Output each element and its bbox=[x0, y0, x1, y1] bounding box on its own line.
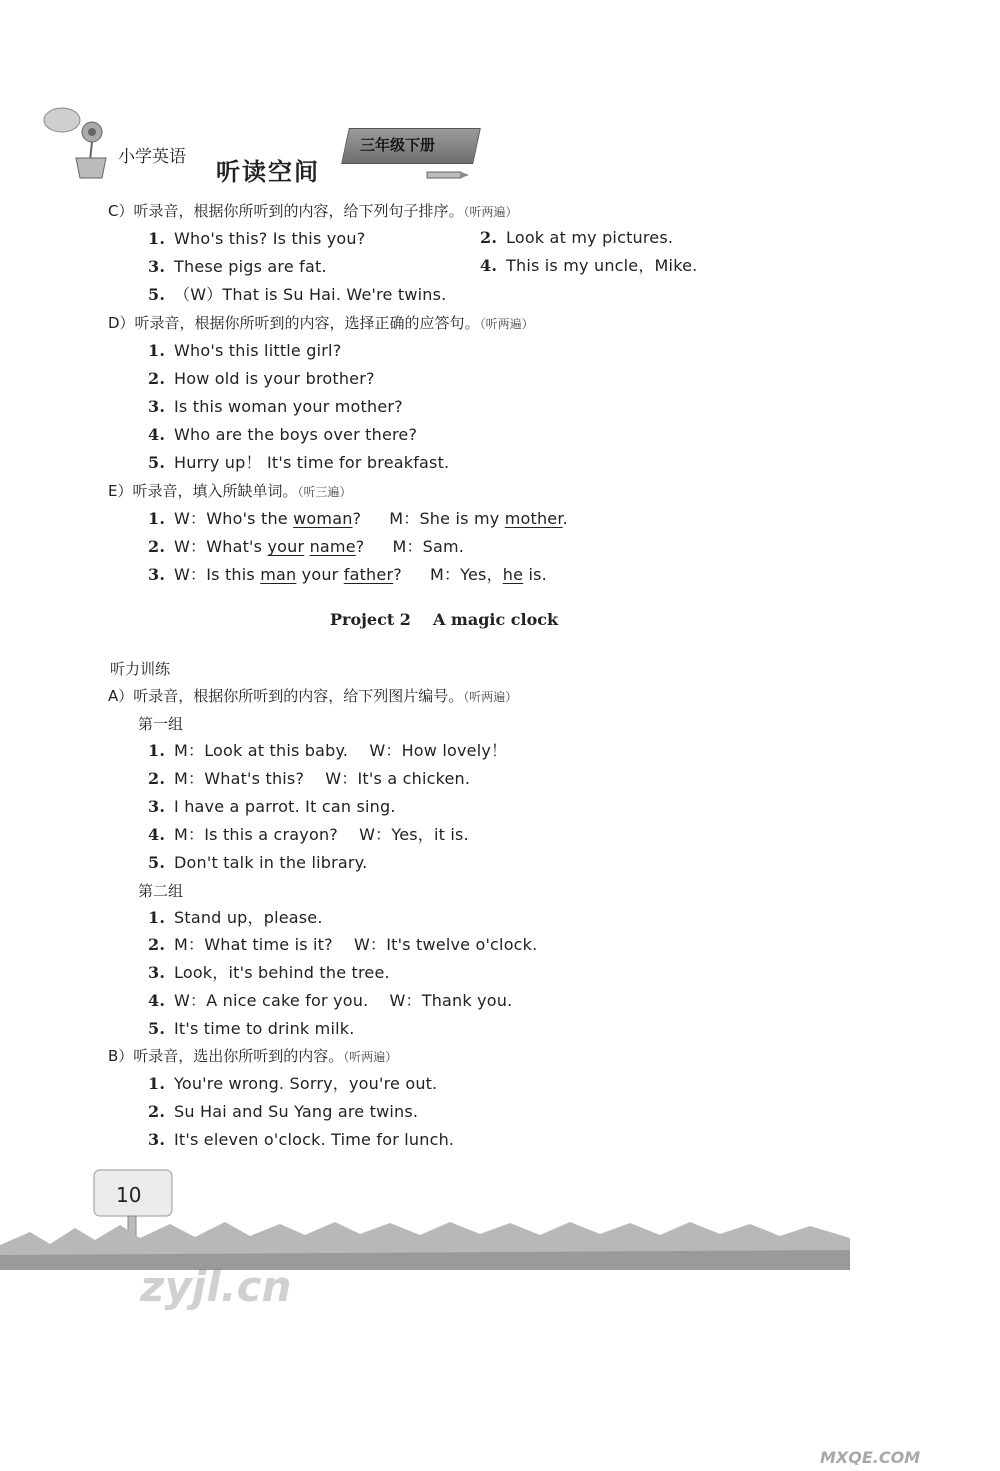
list-item bbox=[148, 1130, 454, 1150]
item-number: 1. bbox=[148, 1074, 166, 1093]
item-number: 3. bbox=[148, 797, 166, 816]
section-e-heading bbox=[108, 481, 352, 502]
project-subtitle: A magic clock bbox=[432, 610, 559, 629]
dialogue-text: ? bbox=[352, 509, 362, 528]
list-item bbox=[148, 425, 417, 445]
blank-answer: man bbox=[260, 565, 297, 584]
item-number: 4. bbox=[148, 425, 166, 444]
item-text: This is my uncle，Mike. bbox=[506, 256, 698, 275]
dialogue-text: ? bbox=[355, 537, 365, 556]
item-number: 2. bbox=[148, 769, 166, 788]
list-item bbox=[148, 397, 403, 417]
list-item bbox=[148, 797, 396, 817]
blank-answer: woman bbox=[293, 509, 353, 528]
list-item bbox=[148, 908, 323, 928]
section-a-note: （听两遍） bbox=[463, 690, 518, 704]
item-number: 2. bbox=[480, 228, 498, 247]
item-text: You're wrong. Sorry，you're out. bbox=[174, 1074, 438, 1093]
list-item bbox=[148, 453, 449, 473]
item-number: 2. bbox=[148, 1102, 166, 1121]
item-number: 1. bbox=[148, 341, 166, 360]
group-2-label: 第二组 bbox=[138, 882, 184, 900]
header-series: 听读空间 bbox=[216, 158, 320, 186]
item-number: 3. bbox=[148, 257, 166, 276]
dialogue-text: W：Who's the bbox=[174, 509, 294, 528]
item-text: W：A nice cake for you. W：Thank you. bbox=[174, 991, 513, 1010]
item-text: M：What time is it? W：It's twelve o'clock. bbox=[174, 935, 538, 954]
list-item bbox=[148, 853, 367, 873]
item-number: 4. bbox=[148, 991, 166, 1010]
header-subject: 小学英语 bbox=[118, 147, 186, 167]
section-d-heading bbox=[108, 313, 534, 334]
item-text: I have a parrot. It can sing. bbox=[174, 797, 396, 816]
item-number: 1. bbox=[148, 908, 166, 927]
section-e-note: （听三遍） bbox=[297, 485, 352, 499]
project-number: Project 2 bbox=[330, 610, 411, 629]
logo-watermark: MXQE.COM bbox=[820, 1448, 921, 1467]
list-item bbox=[148, 935, 537, 955]
list-item bbox=[480, 256, 697, 276]
list-item bbox=[148, 991, 512, 1011]
list-item bbox=[148, 963, 390, 983]
dialogue-text: W：Is this bbox=[174, 565, 261, 584]
dialogue-text: . bbox=[562, 509, 568, 528]
list-item bbox=[148, 229, 365, 249]
blank-answer: mother bbox=[504, 509, 563, 528]
section-e-heading-text: E）听录音，填入所缺单词。 bbox=[108, 482, 298, 500]
item-text: Stand up，please. bbox=[174, 908, 323, 927]
section-c-note: （听两遍） bbox=[463, 205, 518, 219]
list-item bbox=[148, 285, 446, 305]
section-b-heading bbox=[108, 1046, 397, 1067]
list-item bbox=[480, 228, 673, 248]
grass-decoration bbox=[0, 1210, 850, 1270]
section-d-note: （听两遍） bbox=[479, 317, 534, 331]
dialogue-text: your bbox=[296, 565, 344, 584]
item-text: It's time to drink milk. bbox=[174, 1019, 355, 1038]
list-item bbox=[148, 369, 375, 389]
item-number: 1. bbox=[148, 229, 166, 248]
item-number: 1. bbox=[148, 509, 166, 528]
section-d-heading-text: D）听录音，根据你所听到的内容，选择正确的应答句。 bbox=[108, 314, 480, 332]
item-number: 5. bbox=[148, 1019, 166, 1038]
dialogue-text: M：Yes， bbox=[429, 565, 503, 584]
header-grade: 三年级下册 bbox=[360, 136, 436, 154]
item-text: Look，it's behind the tree. bbox=[174, 963, 390, 982]
dialogue-text: W：What's bbox=[174, 537, 268, 556]
item-text: M：What's this? W：It's a chicken. bbox=[174, 769, 471, 788]
item-text: It's eleven o'clock. Time for lunch. bbox=[174, 1130, 455, 1149]
blank-answer: name bbox=[309, 537, 356, 556]
item-number: 3. bbox=[148, 397, 166, 416]
item-text: Look at my pictures. bbox=[506, 228, 674, 247]
section-b-note: （听两遍） bbox=[343, 1050, 398, 1064]
section-c-heading bbox=[108, 201, 518, 222]
dialogue-text: M：Sam. bbox=[392, 537, 465, 556]
fill-blank-line bbox=[148, 565, 547, 585]
section-a-heading-text: A）听录音，根据你所听到的内容，给下列图片编号。 bbox=[108, 687, 464, 705]
section-a-heading bbox=[108, 686, 517, 707]
item-number: 4. bbox=[148, 825, 166, 844]
list-item bbox=[148, 825, 469, 845]
blank-answer: father bbox=[343, 565, 394, 584]
list-item bbox=[148, 1102, 418, 1122]
list-item bbox=[148, 769, 470, 789]
item-text: Who's this little girl? bbox=[174, 341, 342, 360]
item-text: M：Look at this baby. W：How lovely！ bbox=[174, 741, 508, 760]
section-b-heading-text: B）听录音，选出你所听到的内容。 bbox=[108, 1047, 344, 1065]
item-number: 3. bbox=[148, 565, 166, 584]
item-number: 2. bbox=[148, 935, 166, 954]
item-text: Su Hai and Su Yang are twins. bbox=[174, 1102, 419, 1121]
list-item bbox=[148, 257, 327, 277]
item-number: 2. bbox=[148, 537, 166, 556]
item-text: Who are the boys over there? bbox=[174, 425, 418, 444]
list-item bbox=[148, 341, 341, 361]
section-c-heading-text: C）听录音，根据你所听到的内容，给下列句子排序。 bbox=[108, 202, 464, 220]
fill-blank-line bbox=[148, 509, 568, 529]
flower-pot-icon bbox=[40, 100, 120, 180]
item-number: 3. bbox=[148, 963, 166, 982]
list-item bbox=[148, 1074, 437, 1094]
blank-answer: he bbox=[502, 565, 524, 584]
project-title bbox=[330, 610, 558, 629]
list-item bbox=[148, 1019, 355, 1039]
blank-answer: your bbox=[267, 537, 305, 556]
item-number: 3. bbox=[148, 1130, 166, 1149]
item-text: Who's this? Is this you? bbox=[174, 229, 366, 248]
item-number: 2. bbox=[148, 369, 166, 388]
item-text: Don't talk in the library. bbox=[174, 853, 368, 872]
pencil-icon bbox=[425, 168, 470, 182]
group-1-label: 第一组 bbox=[138, 715, 184, 733]
list-item bbox=[148, 741, 507, 761]
item-number: 5. bbox=[148, 453, 166, 472]
site-watermark: zyjl.cn bbox=[140, 1262, 292, 1311]
item-number: 5. bbox=[148, 853, 166, 872]
item-number: 5. bbox=[148, 285, 166, 304]
fill-blank-line bbox=[148, 537, 464, 557]
page-number: 10 bbox=[116, 1183, 142, 1207]
training-heading: 听力训练 bbox=[110, 660, 171, 678]
item-text: These pigs are fat. bbox=[174, 257, 327, 276]
item-text: Is this woman your mother? bbox=[174, 397, 403, 416]
item-text: How old is your brother? bbox=[174, 369, 375, 388]
item-text: Hurry up！ It's time for breakfast. bbox=[174, 453, 450, 472]
item-text: M：Is this a crayon? W：Yes，it is. bbox=[174, 825, 469, 844]
item-text: （W）That is Su Hai. We're twins. bbox=[174, 285, 447, 304]
item-number: 4. bbox=[480, 256, 498, 275]
item-number: 1. bbox=[148, 741, 166, 760]
dialogue-text: is. bbox=[523, 565, 547, 584]
dialogue-text: ? bbox=[393, 565, 402, 584]
dialogue-text: M：She is my bbox=[389, 509, 505, 528]
